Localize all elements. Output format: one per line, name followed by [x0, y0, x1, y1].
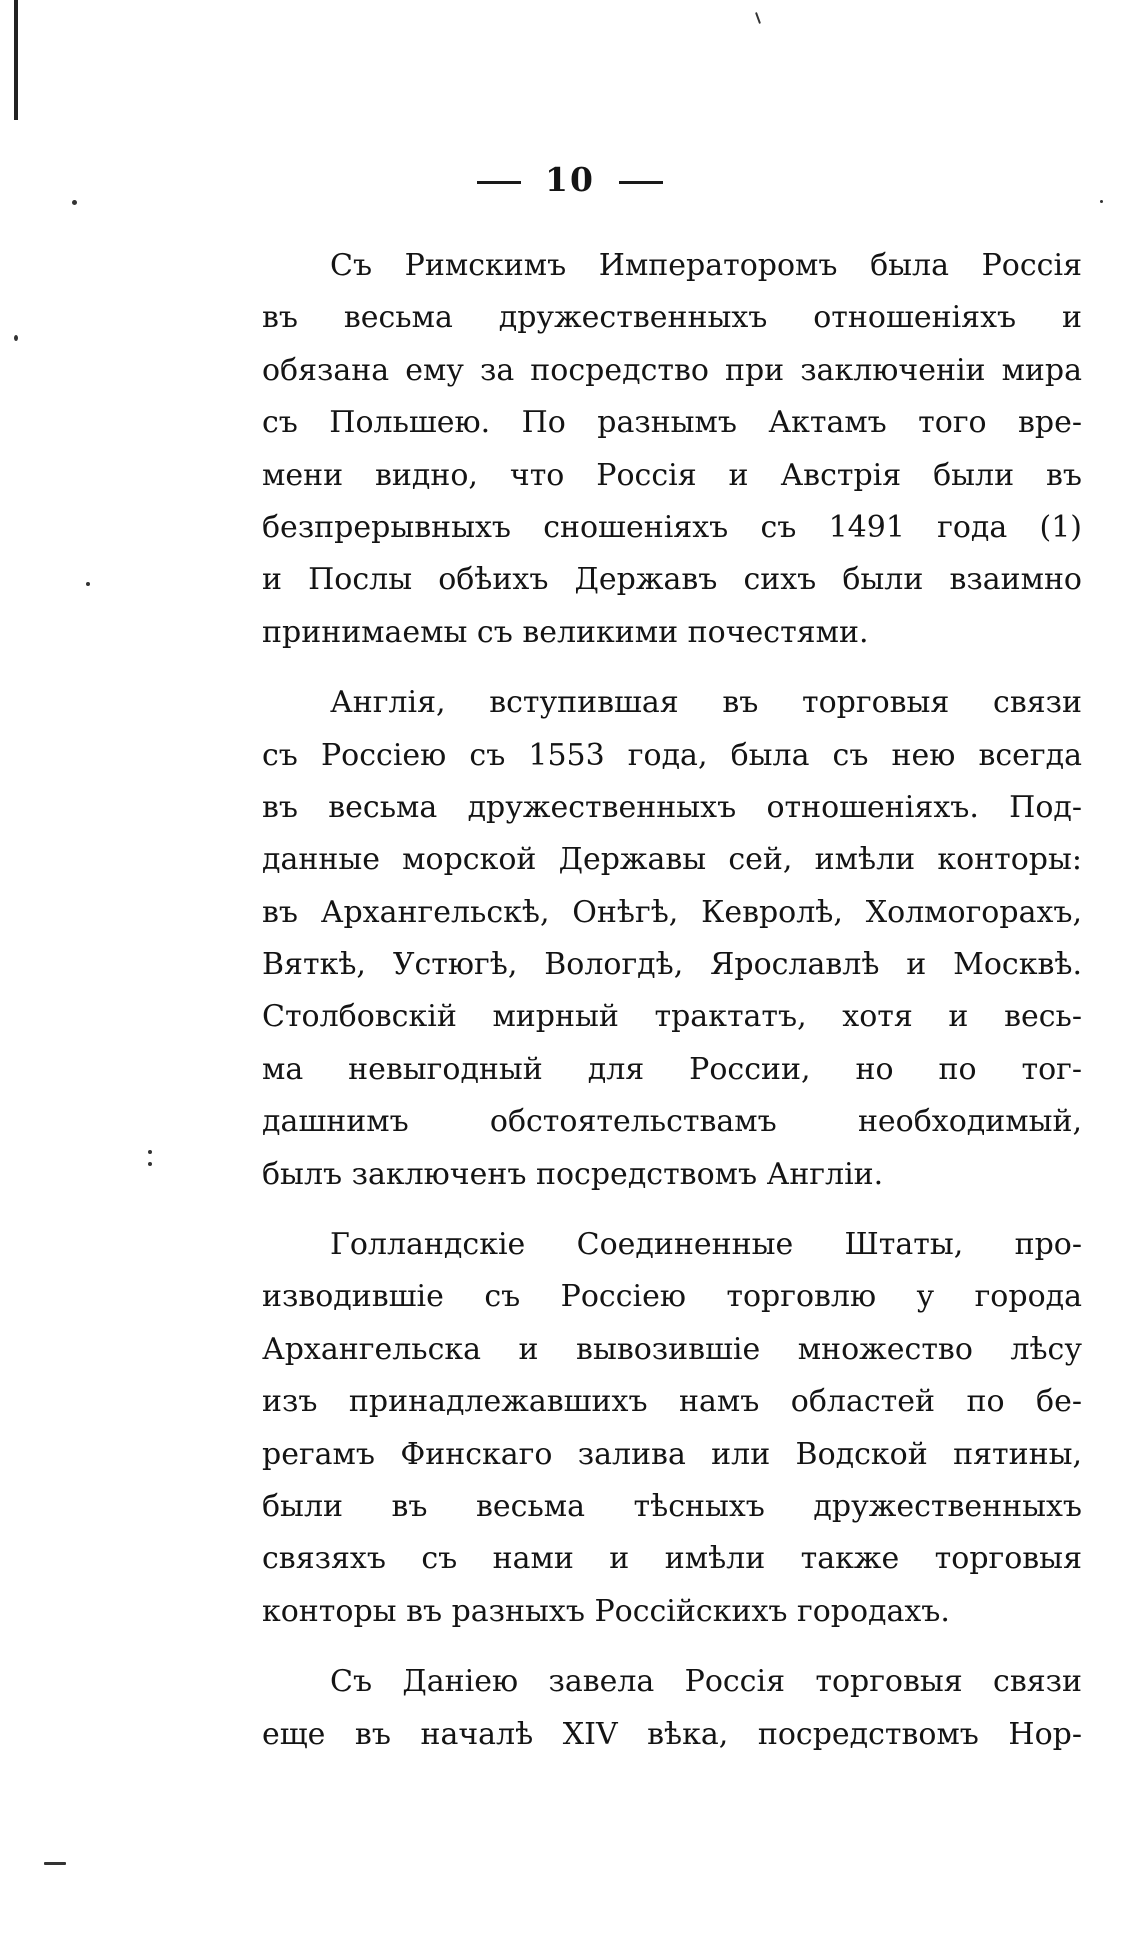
text-line: дашнимъ обстоятельствамъ необходимый, — [262, 1104, 1082, 1140]
scan-speck — [14, 335, 18, 341]
folio-dash-right — [619, 181, 663, 184]
paragraph — [262, 240, 1082, 659]
scan-edge-mark — [14, 0, 18, 120]
scan-speck — [755, 12, 761, 24]
text-line: Англія, вступившая въ торговыя связи — [330, 685, 1082, 721]
text-line: принимаемы съ великими почестями. — [262, 614, 869, 650]
text-line: Съ Римскимъ Императоромъ была Россія — [330, 248, 1082, 283]
body-text — [262, 240, 1082, 1761]
scan-speck — [86, 582, 90, 586]
scan-speck — [72, 200, 77, 205]
text-line: связяхъ съ нами и имѣли также торговыя — [262, 1541, 1082, 1577]
text-line: съ Польшею. По разнымъ Актамъ того вре- — [262, 405, 1082, 441]
text-line: былъ заключенъ посредствомъ Англіи. — [262, 1156, 884, 1192]
text-line: Столбовскій мирный трактатъ, хотя и весь- — [262, 999, 1082, 1035]
text-line: ма невыгодный для России, но по тог- — [262, 1051, 1082, 1087]
text-line: въ весьма дружественныхъ отношеніяхъ и — [262, 300, 1082, 336]
text-line: Съ Даніею завела Россія торговыя связи — [330, 1664, 1082, 1700]
scan-speck — [1100, 200, 1103, 203]
text-line: данные морской Державы сей, имѣли конторы: — [262, 842, 1082, 878]
scan-speck — [148, 1150, 152, 1154]
page-number-header — [0, 160, 1140, 199]
scan-speck — [44, 1862, 66, 1865]
text-line: изъ принадлежавшихъ намъ областей по бе- — [262, 1384, 1082, 1420]
text-line: безпрерывныхъ сношеніяхъ съ 1491 года (1) — [262, 509, 1082, 545]
text-line: регамъ Финскаго залива или Водской пятины, — [262, 1436, 1082, 1472]
page-number: 10 — [545, 160, 595, 199]
text-line: Архангельска и вывозившіе множество лѣсу — [262, 1331, 1082, 1367]
text-line: Голландскіе Соединенные Штаты, про- — [330, 1227, 1082, 1263]
text-line: мени видно, что Россія и Австрія были въ — [262, 457, 1082, 493]
text-line: въ весьма дружественныхъ отношеніяхъ. Под- — [262, 789, 1082, 825]
text-line: были въ весьма тѣсныхъ дружественныхъ — [262, 1488, 1082, 1524]
text-line: изводившіе съ Россіею торговлю у города — [262, 1279, 1082, 1315]
paragraph — [262, 677, 1082, 1201]
text-line: въ Архангельскѣ, Онѣгѣ, Кевролѣ, Холмогорахъ, — [262, 894, 1082, 930]
text-line: обязана ему за посредство при заключеніи мира — [262, 352, 1082, 388]
folio-dash-left — [477, 181, 521, 184]
scan-speck — [148, 1162, 152, 1166]
text-line: еще въ началѣ XIV вѣка, посредствомъ Нор- — [262, 1716, 1082, 1752]
text-line: Вяткѣ, Устюгѣ, Вологдѣ, Ярославлѣ и Москвѣ. — [262, 947, 1082, 983]
text-line: съ Россіею съ 1553 года, была съ нею всегда — [262, 737, 1082, 773]
paragraph — [262, 1219, 1082, 1638]
text-line: конторы въ разныхъ Россійскихъ городахъ. — [262, 1593, 950, 1629]
paragraph — [262, 1656, 1082, 1761]
text-line: и Послы обѣихъ Державъ сихъ были взаимно — [262, 562, 1082, 598]
